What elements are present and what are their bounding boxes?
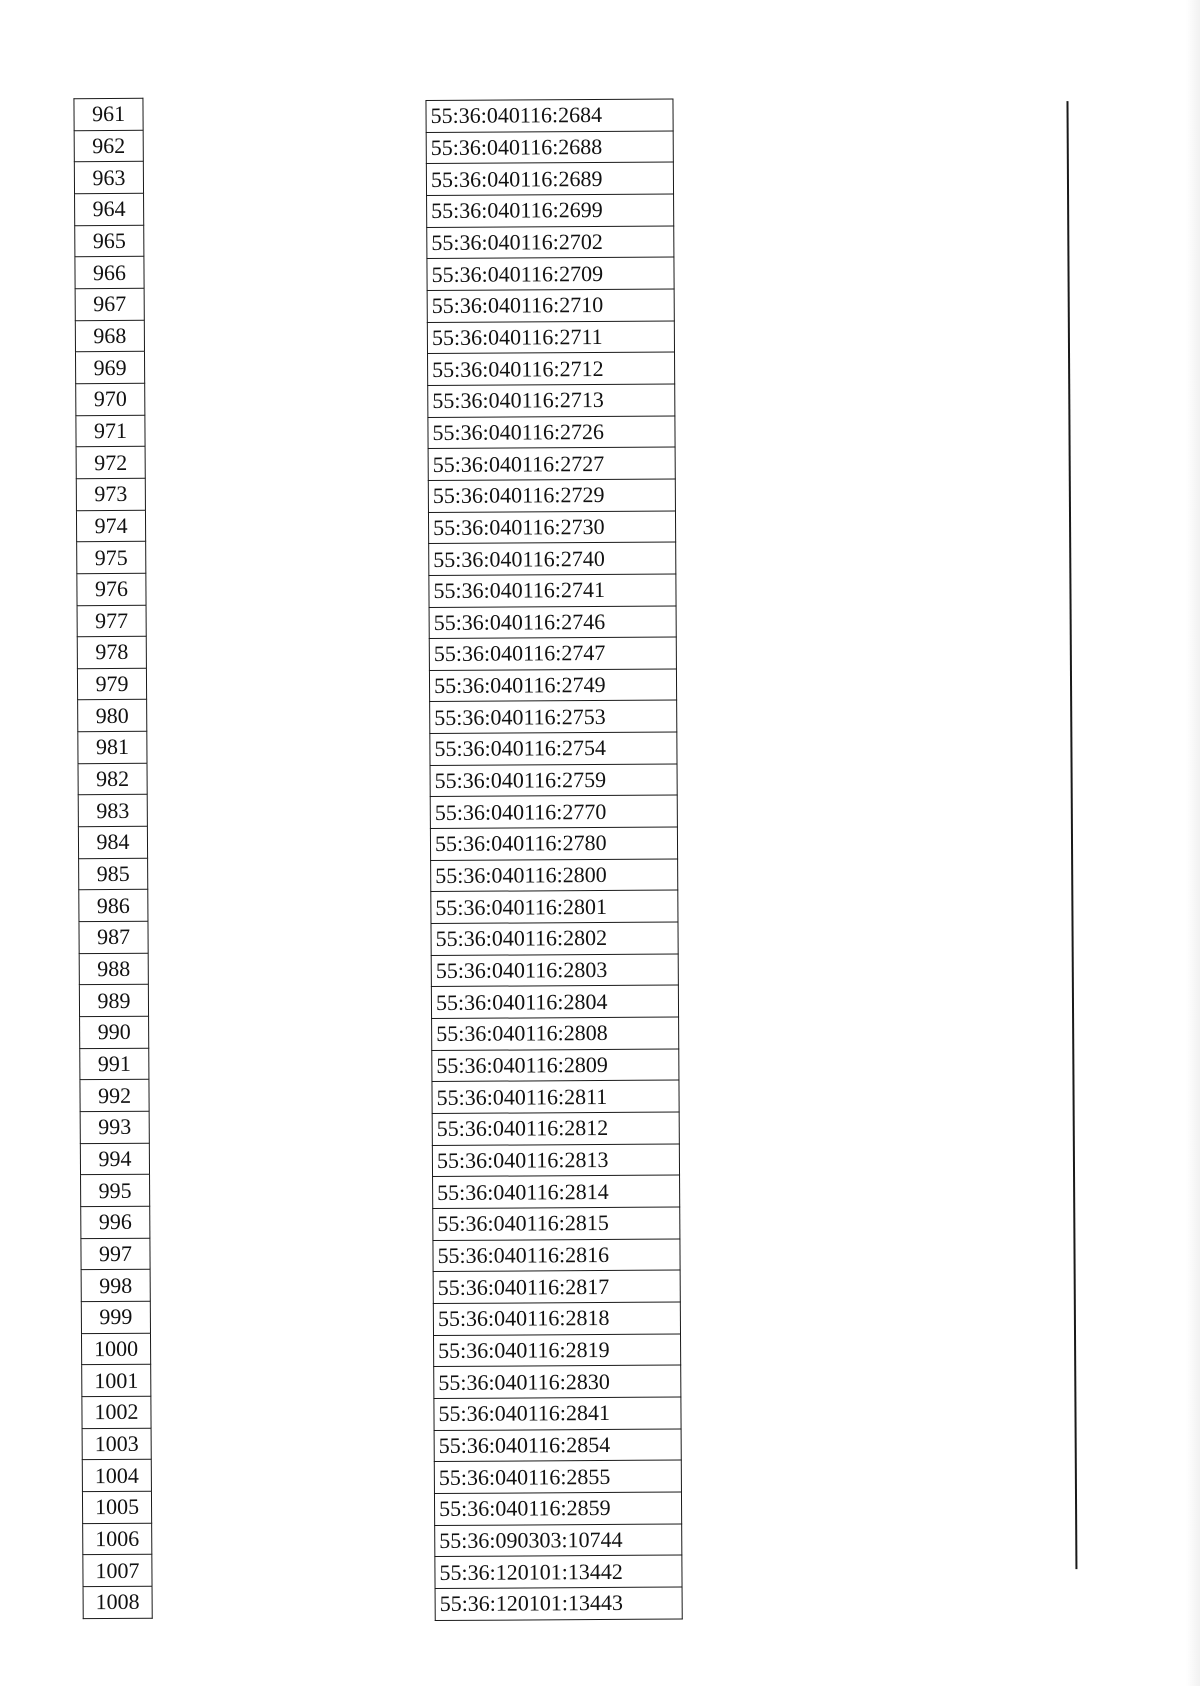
table-row: [76, 510, 145, 542]
table-row: [83, 1554, 152, 1586]
cadastral-number-cell: 55:36:040116:2730: [428, 511, 675, 544]
table-row: [433, 1175, 680, 1208]
table-row: [74, 98, 143, 130]
cadastral-number-cell: 55:36:040116:2746: [429, 606, 676, 639]
row-number-cell: 974: [76, 510, 145, 542]
row-number-cell: 990: [80, 1016, 149, 1048]
table-row: [429, 606, 676, 639]
table-row: [432, 1017, 679, 1050]
table-row: [74, 162, 143, 194]
table-row: [76, 415, 145, 447]
cadastral-number-cell: 55:36:040116:2726: [428, 416, 675, 449]
row-number-cell: 1003: [82, 1428, 151, 1460]
table-row: [81, 1238, 150, 1270]
cadastral-number-cell: 55:36:040116:2814: [433, 1175, 680, 1208]
table-row: [430, 795, 677, 828]
row-number-cell: 1007: [83, 1554, 152, 1586]
cadastral-number-cell: 55:36:120101:13442: [435, 1555, 682, 1588]
row-number-cell: 1000: [81, 1333, 150, 1365]
cadastral-number-cell: 55:36:040116:2841: [434, 1397, 681, 1430]
table-row: [75, 193, 144, 225]
table-row: [432, 1080, 679, 1113]
table-row: [435, 1555, 682, 1588]
table-row: [435, 1587, 682, 1620]
row-number-cell: 1006: [83, 1523, 152, 1555]
table-row: [82, 1365, 151, 1397]
table-row: [77, 636, 146, 668]
row-number-cell: 995: [81, 1175, 150, 1207]
cadastral-number-cell: 55:36:040116:2688: [426, 131, 673, 164]
row-number-cell: 989: [79, 985, 148, 1017]
cadastral-number-cell: 55:36:040116:2709: [427, 257, 674, 290]
table-row: [430, 827, 677, 860]
table-row: [78, 700, 147, 732]
row-number-cell: 993: [80, 1111, 149, 1143]
table-row: [431, 985, 678, 1018]
row-number-cell: 1002: [82, 1396, 151, 1428]
table-row: [77, 605, 146, 637]
row-number-cell: 992: [80, 1080, 149, 1112]
cadastral-number-cell: 55:36:090303:10744: [435, 1524, 682, 1557]
table-row: [433, 1239, 680, 1272]
table-row: [76, 446, 145, 478]
row-number-cell: 964: [75, 193, 144, 225]
row-number-cell: 961: [74, 98, 143, 130]
cadastral-number-cell: 55:36:040116:2710: [427, 289, 674, 322]
cadastral-number-cell: 55:36:040116:2811: [432, 1080, 679, 1113]
table-row: [81, 1206, 150, 1238]
row-number-cell: 976: [77, 573, 146, 605]
row-number-cell: 983: [78, 795, 147, 827]
table-row: [76, 383, 145, 415]
table-row: [427, 257, 674, 290]
cadastral-number-cell: 55:36:040116:2713: [428, 384, 675, 417]
cadastral-number-cell: 55:36:040116:2684: [426, 99, 673, 132]
table-row: [429, 669, 676, 702]
cadastral-number-cell: 55:36:040116:2830: [434, 1365, 681, 1398]
table-row: [427, 194, 674, 227]
table-row: [82, 1396, 151, 1428]
row-number-cell: 981: [78, 731, 147, 763]
table-row: [83, 1586, 152, 1618]
row-number-cell: 969: [75, 352, 144, 384]
table-row: [427, 226, 674, 259]
table-row: [434, 1429, 681, 1462]
row-number-cell: 991: [80, 1048, 149, 1080]
row-number-cell: 1001: [82, 1365, 151, 1397]
table-row: [434, 1492, 681, 1525]
row-number-cell: 970: [76, 383, 145, 415]
table-row: [79, 953, 148, 985]
table-row: [428, 511, 675, 544]
cadastral-number-cell: 55:36:040116:2802: [431, 922, 678, 955]
cadastral-number-cell: 55:36:040116:2753: [430, 700, 677, 733]
cadastral-number-cell: 55:36:040116:2804: [431, 985, 678, 1018]
cadastral-number-cell: 55:36:040116:2813: [432, 1144, 679, 1177]
cadastral-number-cell: 55:36:040116:2727: [428, 447, 675, 480]
row-number-cell: 962: [74, 130, 143, 162]
table-row: [429, 542, 676, 575]
cadastral-number-cell: 55:36:040116:2819: [434, 1334, 681, 1367]
table-row: [75, 257, 144, 289]
table-row: [433, 1302, 680, 1335]
table-row: [83, 1523, 152, 1555]
row-number-cell: 978: [77, 636, 146, 668]
cadastral-number-cell: 55:36:040116:2800: [431, 859, 678, 892]
table-row: [76, 478, 145, 510]
table-row: [431, 922, 678, 955]
row-number-cell: 966: [75, 257, 144, 289]
table-row: [434, 1365, 681, 1398]
table-row: [75, 225, 144, 257]
table-row: [432, 1049, 679, 1082]
table-row: [79, 985, 148, 1017]
cadastral-number-cell: 55:36:040116:2740: [429, 542, 676, 575]
table-row: [78, 826, 147, 858]
row-number-cell: 965: [75, 225, 144, 257]
table-row: [82, 1459, 151, 1491]
cadastral-number-cell: 55:36:040116:2741: [429, 574, 676, 607]
row-number-cell: 975: [77, 541, 146, 573]
table-row: [77, 573, 146, 605]
table-row: [428, 416, 675, 449]
row-number-cell: 971: [76, 415, 145, 447]
row-number-cell: 967: [75, 288, 144, 320]
table-row: [427, 321, 674, 354]
table-row: [426, 131, 673, 164]
table-row: [78, 731, 147, 763]
row-number-cell: 980: [78, 700, 147, 732]
cadastral-number-cell: 55:36:040116:2808: [432, 1017, 679, 1050]
cadastral-number-cell: 55:36:120101:13443: [435, 1587, 682, 1620]
table-row: [434, 1460, 681, 1493]
cadastral-number-cell: 55:36:040116:2780: [430, 827, 677, 860]
table-row: [81, 1175, 150, 1207]
row-number-cell: 977: [77, 605, 146, 637]
vertical-rule: [1066, 101, 1077, 1569]
cadastral-number-cell: 55:36:040116:2854: [434, 1429, 681, 1462]
row-number-cell: 1005: [82, 1491, 151, 1523]
table-row: [427, 289, 674, 322]
row-number-cell: 972: [76, 446, 145, 478]
table-row: [77, 541, 146, 573]
cadastral-number-cell: 55:36:040116:2702: [427, 226, 674, 259]
table-row: [79, 858, 148, 890]
row-number-cell: 982: [78, 763, 147, 795]
table-row: [80, 1111, 149, 1143]
scan-edge-shading: [1186, 0, 1200, 1686]
table-row: [428, 352, 675, 385]
cadastral-number-cell: 55:36:040116:2699: [427, 194, 674, 227]
cadastral-number-cell: 55:36:040116:2711: [427, 321, 674, 354]
cadastral-number-cell: 55:36:040116:2815: [433, 1207, 680, 1240]
cadastral-number-cell: 55:36:040116:2801: [431, 890, 678, 923]
row-number-cell: 1008: [83, 1586, 152, 1618]
table-row: [80, 1143, 149, 1175]
row-number-cell: 999: [81, 1301, 150, 1333]
row-number-cell: 984: [78, 826, 147, 858]
table-row: [431, 954, 678, 987]
table-row: [81, 1270, 150, 1302]
cadastral-number-cell: 55:36:040116:2759: [430, 764, 677, 797]
row-number-cell: 998: [81, 1270, 150, 1302]
cadastral-number-cell: 55:36:040116:2754: [430, 732, 677, 765]
table-row: [431, 890, 678, 923]
table-row: [426, 99, 673, 132]
row-number-cell: 996: [81, 1206, 150, 1238]
row-number-cell: 1004: [82, 1459, 151, 1491]
cadastral-number-cell: 55:36:040116:2818: [433, 1302, 680, 1335]
table-row: [78, 763, 147, 795]
cadastral-number-cell: 55:36:040116:2812: [432, 1112, 679, 1145]
table-row: [431, 859, 678, 892]
table-row: [428, 447, 675, 480]
table-row: [81, 1301, 150, 1333]
table-row: [434, 1334, 681, 1367]
cadastral-number-cell: 55:36:040116:2817: [433, 1270, 680, 1303]
row-number-cell: 987: [79, 921, 148, 953]
cadastral-number-cell: 55:36:040116:2712: [428, 352, 675, 385]
row-number-cell: 973: [76, 478, 145, 510]
table-row: [429, 574, 676, 607]
table-row: [79, 921, 148, 953]
table-row: [80, 1048, 149, 1080]
table-row: [75, 352, 144, 384]
table-row: [82, 1491, 151, 1523]
row-number-column: [73, 98, 152, 1619]
table-row: [77, 668, 146, 700]
cadastral-number-cell: 55:36:040116:2729: [428, 479, 675, 512]
cadastral-number-cell: 55:36:040116:2816: [433, 1239, 680, 1272]
table-row: [429, 637, 676, 670]
row-number-cell: 968: [75, 320, 144, 352]
table-row: [75, 288, 144, 320]
cadastral-number-cell: 55:36:040116:2855: [434, 1460, 681, 1493]
table-row: [79, 890, 148, 922]
row-number-cell: 986: [79, 890, 148, 922]
row-number-cell: 979: [77, 668, 146, 700]
table-row: [82, 1428, 151, 1460]
table-row: [432, 1112, 679, 1145]
row-number-cell: 997: [81, 1238, 150, 1270]
table-row: [80, 1080, 149, 1112]
table-row: [74, 130, 143, 162]
table-row: [75, 320, 144, 352]
table-row: [430, 764, 677, 797]
cadastral-number-cell: 55:36:040116:2749: [429, 669, 676, 702]
cadastral-number-cell: 55:36:040116:2770: [430, 795, 677, 828]
table-row: [435, 1524, 682, 1557]
cadastral-number-column: [425, 99, 682, 1621]
row-number-cell: 963: [74, 162, 143, 194]
table-row: [433, 1270, 680, 1303]
cadastral-number-cell: 55:36:040116:2809: [432, 1049, 679, 1082]
cadastral-number-cell: 55:36:040116:2859: [434, 1492, 681, 1525]
table-row: [81, 1333, 150, 1365]
cadastral-number-cell: 55:36:040116:2803: [431, 954, 678, 987]
table-row: [426, 162, 673, 195]
cadastral-number-cell: 55:36:040116:2747: [429, 637, 676, 670]
table-row: [430, 732, 677, 765]
table-row: [432, 1144, 679, 1177]
table-row: [428, 479, 675, 512]
row-number-cell: 985: [79, 858, 148, 890]
row-number-cell: 994: [80, 1143, 149, 1175]
table-row: [430, 700, 677, 733]
row-number-cell: 988: [79, 953, 148, 985]
table-row: [433, 1207, 680, 1240]
table-row: [434, 1397, 681, 1430]
table-row: [78, 795, 147, 827]
table-row: [80, 1016, 149, 1048]
table-row: [428, 384, 675, 417]
cadastral-number-cell: 55:36:040116:2689: [426, 162, 673, 195]
